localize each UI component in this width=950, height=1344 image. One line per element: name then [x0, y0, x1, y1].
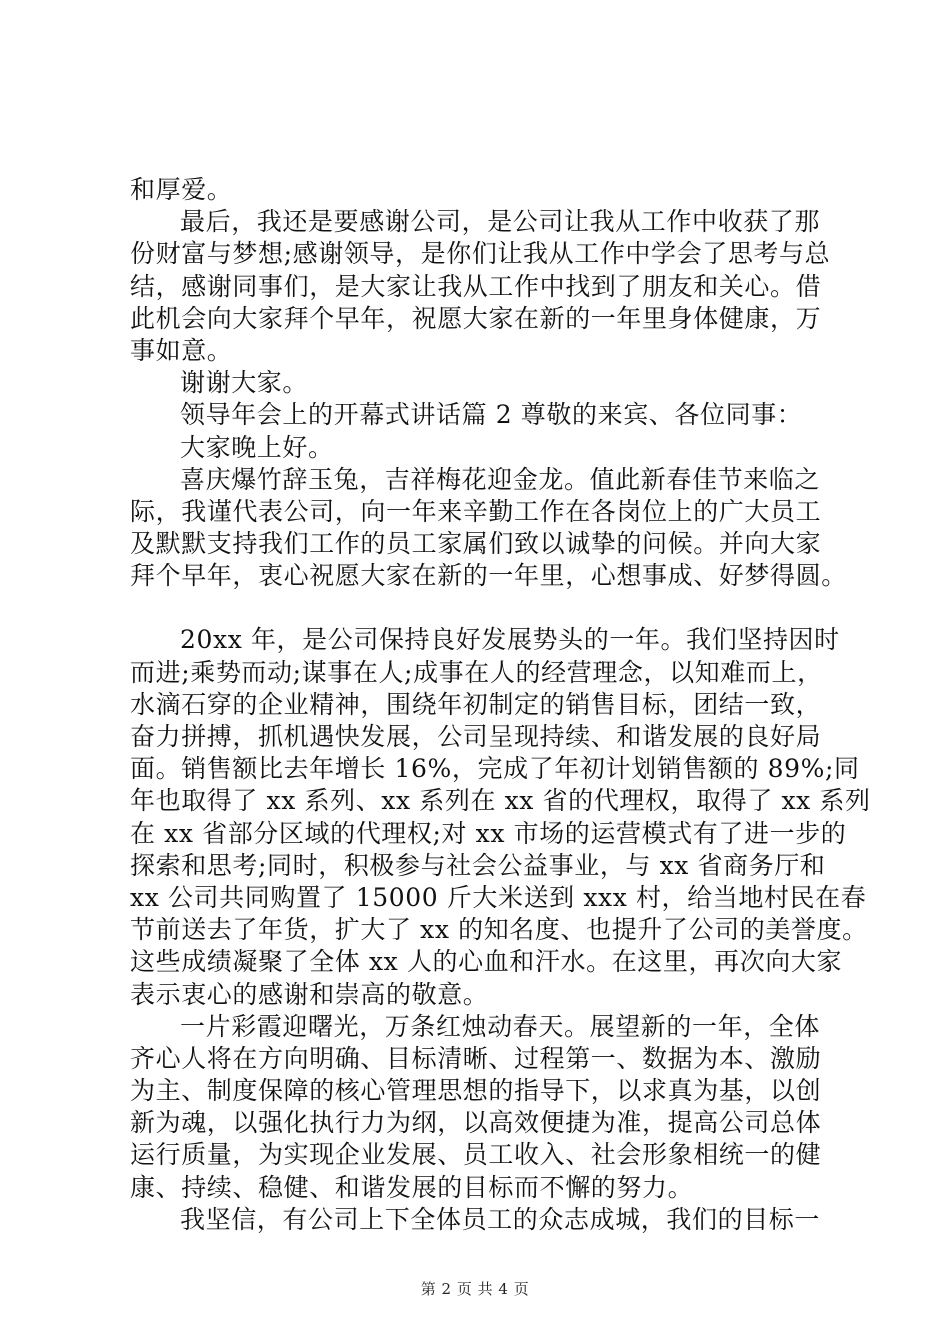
paragraph-line: 大家晚上好。	[180, 432, 334, 462]
text-line: 奋力拼搏，抓机遇快发展，公司呈现持续、和谐发展的良好局	[130, 722, 822, 751]
text-line: 表示衷心的感谢和崇高的敬意。	[130, 979, 489, 1009]
text-line: 为主、制度保障的核心管理思想的指导下，以求真为基，以创	[130, 1076, 822, 1106]
paragraph-line: 20xx 年，是公司保持良好发展势头的一年。我们坚持因时	[180, 625, 840, 655]
text-line: 康、持续、稳健、和谐发展的目标而不懈的努力。	[130, 1172, 694, 1202]
text-line: xx 公司共同购置了 15000 斤大米送到 xxx 村，给当地村民在春	[130, 882, 867, 912]
paragraph-line: 最后，我还是要感谢公司，是公司让我从工作中收获了那	[180, 207, 821, 237]
text-line: 水滴石穿的企业精神，围绕年初制定的销售目标，团结一致，	[130, 689, 822, 719]
text-line: 节前送去了年货，扩大了 xx 的知名度、也提升了公司的美誉度。	[130, 915, 868, 945]
text-line: 份财富与梦想;感谢领导，是你们让我从工作中学会了思考与总	[130, 239, 831, 269]
text-line: 际，我谨代表公司，向一年来辛勤工作在各岗位上的广大员工	[130, 496, 822, 526]
text-line: 这些成绩凝聚了全体 xx 人的心血和汗水。在这里，再次向大家	[130, 947, 843, 977]
text-line: 结，感谢同事们，是大家让我从工作中找到了朋友和关心。借	[130, 271, 822, 301]
page-number: 第 2 页 共 4 页	[420, 1280, 530, 1298]
paragraph-gap	[130, 592, 826, 624]
text-line: 和厚爱。	[130, 175, 233, 204]
text-line: 拜个早年，衷心祝愿大家在新的一年里，心想事成、好梦得圆。	[130, 561, 847, 591]
paragraph-line: 谢谢大家。	[180, 368, 309, 398]
text-line: 运行质量，为实现企业发展、员工收入、社会形象相统一的健	[130, 1140, 822, 1170]
text-line: 而进;乘势而动;谋事在人;成事在人的经营理念，以知难而上，	[130, 657, 823, 687]
text-line: 齐心人将在方向明确、目标清晰、过程第一、数据为本、激励	[130, 1043, 822, 1073]
text-line: 新为魂，以强化执行力为纲，以高效便捷为准，提高公司总体	[130, 1108, 822, 1138]
text-line: 此机会向大家拜个早年，祝愿大家在新的一年里身体健康，万	[130, 303, 822, 333]
paragraph-line: 一片彩霞迎曙光，万条红烛动春天。展望新的一年，全体	[180, 1011, 821, 1041]
text-line: 及默默支持我们工作的员工家属们致以诚挚的问候。并向大家	[130, 529, 822, 559]
paragraph-line: 我坚信，有公司上下全体员工的众志成城，我们的目标一	[180, 1204, 821, 1234]
text-line: 探索和思考;同时，积极参与社会公益事业，与 xx 省商务厅和	[130, 850, 826, 880]
document-body	[130, 174, 871, 1236]
text-line: 面。销售额比去年增长 16%，完成了年初计划销售额的 89%;同	[130, 754, 860, 784]
paragraph-line: 喜庆爆竹辞玉兔，吉祥梅花迎金龙。值此新春佳节来临之	[180, 464, 821, 494]
section-heading-line: 领导年会上的开幕式讲话篇 2 尊敬的来宾、各位同事：	[180, 400, 803, 430]
text-line: 在 xx 省部分区域的代理权;对 xx 市场的运营模式有了进一步的	[130, 818, 847, 848]
text-line: 事如意。	[130, 335, 233, 365]
text-line: 年也取得了 xx 系列、xx 系列在 xx 省的代理权，取得了 xx 系列	[130, 786, 871, 816]
